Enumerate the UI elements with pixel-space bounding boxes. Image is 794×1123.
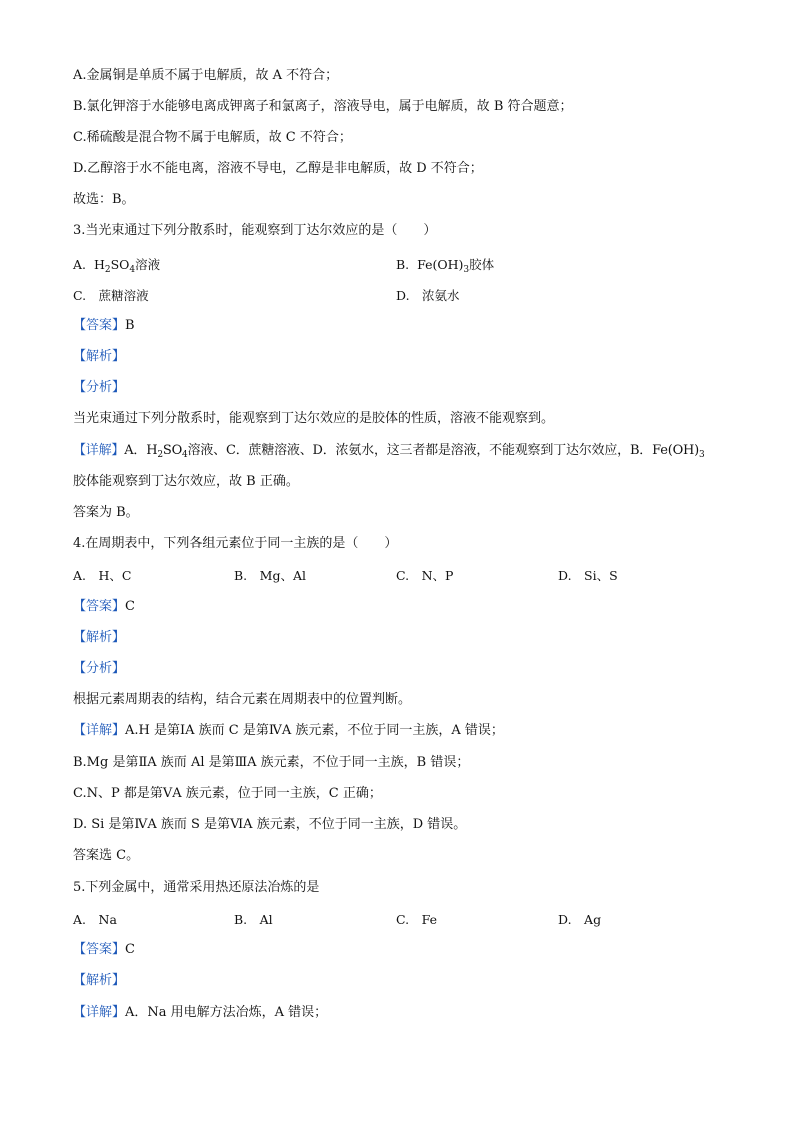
q3-option-b-prefix: B. — [396, 257, 410, 272]
q3-option-b — [396, 256, 494, 279]
q3-option-d: D. 浓氨水 — [396, 288, 460, 303]
q4-fenxi-text: 根据元素周期表的结构，结合元素在周期表中的位置判断。 — [73, 692, 412, 707]
fenxi-tag: 【分析】 — [73, 661, 126, 676]
answer-value: C — [125, 942, 135, 957]
q3-fenxi — [73, 379, 125, 397]
q3-option-a-prefix: A. — [73, 257, 87, 272]
q3-detail: 【详解】A．$H_2SO_4$溶液、C．蔗糖溶液、D．浓氨水，这三者都是溶液，不能观察到丁达尔效应，B．$Fe(OH)_3$ — [73, 443, 705, 460]
answer-tag: 【答案】 — [73, 942, 126, 957]
q3-analysis — [73, 348, 125, 366]
text-line: A.金属铜是单质不属于电解质，故 A 不符合； — [73, 68, 339, 83]
answer-tag: 【答案】 — [73, 318, 126, 333]
text-line: B.氯化钾溶于水能够电离成钾离子和氯离子，溶液导电，属于电解质，故 B 符合题意； — [73, 99, 573, 114]
q3-answer — [73, 317, 135, 335]
q3-option-c: C. 蔗糖溶液 — [73, 288, 149, 303]
q4-option-b: B. Mg、Al — [234, 568, 306, 583]
q3-fenxi-text: 当光束通过下列分散系时，能观察到丁达尔效应的是胶体的性质，溶液不能观察到。 — [73, 411, 555, 426]
q3-option-a — [73, 256, 160, 279]
q4-detail-4: D. Si 是第ⅣA 族而 S 是第ⅥA 族元素，不位于同一主族，D 错误。 — [73, 817, 467, 832]
q5-option-c: C. Fe — [396, 912, 437, 927]
q5-option-d: D. Ag — [558, 912, 602, 927]
q4-analysis — [73, 629, 125, 647]
question-5-stem: 5.下列金属中，通常采用热还原法冶炼的是 — [73, 880, 320, 895]
text-line: 故选：B。 — [73, 192, 135, 207]
q3-option-b-text: $Fe(OH)_3$胶体 — [417, 257, 495, 275]
detail-tag: 【详解】 — [73, 1005, 126, 1020]
text-line: C.稀硫酸是混合物不属于电解质，故 C 不符合； — [73, 130, 352, 145]
analysis-tag: 【解析】 — [73, 973, 126, 988]
q3-detail-line2: 胶体能观察到丁达尔效应，故 B 正确。 — [73, 474, 299, 489]
q4-option-d: D. Si、S — [558, 568, 618, 583]
text-line: D.乙醇溶于水不能电离，溶液不导电，乙醇是非电解质，故 D 不符合； — [73, 161, 483, 176]
question-3-stem: 3.当光束通过下列分散系时，能观察到丁达尔效应的是（ ） — [73, 223, 437, 238]
analysis-tag: 【解析】 — [73, 349, 126, 364]
detail-tag: 【详解】 — [73, 723, 126, 738]
q5-option-a: A. Na — [73, 912, 117, 927]
q5-analysis — [73, 972, 125, 990]
q4-fenxi — [73, 660, 125, 678]
q4-detail-1: 【详解】A.H 是第ⅠA 族而 C 是第ⅣA 族元素，不位于同一主族，A 错误； — [73, 723, 504, 738]
q4-detail-2: B.Mg 是第ⅡA 族而 Al 是第ⅢA 族元素，不位于同一主族，B 错误； — [73, 755, 470, 770]
answer-tag: 【答案】 — [73, 599, 126, 614]
q5-answer — [73, 941, 135, 959]
q4-option-c: C. N、P — [396, 568, 454, 583]
q4-option-a: A. H、C — [73, 568, 132, 583]
detail-tag: 【详解】 — [73, 443, 125, 458]
fenxi-tag: 【分析】 — [73, 380, 126, 395]
answer-value: B — [125, 318, 135, 333]
q3-option-a-text: $H_2SO_4$溶液 — [93, 257, 161, 275]
answer-value: C — [125, 599, 135, 614]
analysis-tag: 【解析】 — [73, 630, 126, 645]
q3-conclusion: 答案为 B。 — [73, 505, 139, 520]
q4-answer — [73, 598, 135, 616]
q5-option-b: B. Al — [234, 912, 273, 927]
question-4-stem: 4.在周期表中，下列各组元素位于同一主族的是（ ） — [73, 536, 398, 551]
q5-detail-1: 【详解】A．Na 用电解方法冶炼，A 错误； — [73, 1005, 328, 1020]
q4-detail-3: C.N、P 都是第ⅤA 族元素，位于同一主族，C 正确； — [73, 786, 382, 801]
q4-conclusion: 答案选 C。 — [73, 848, 140, 863]
